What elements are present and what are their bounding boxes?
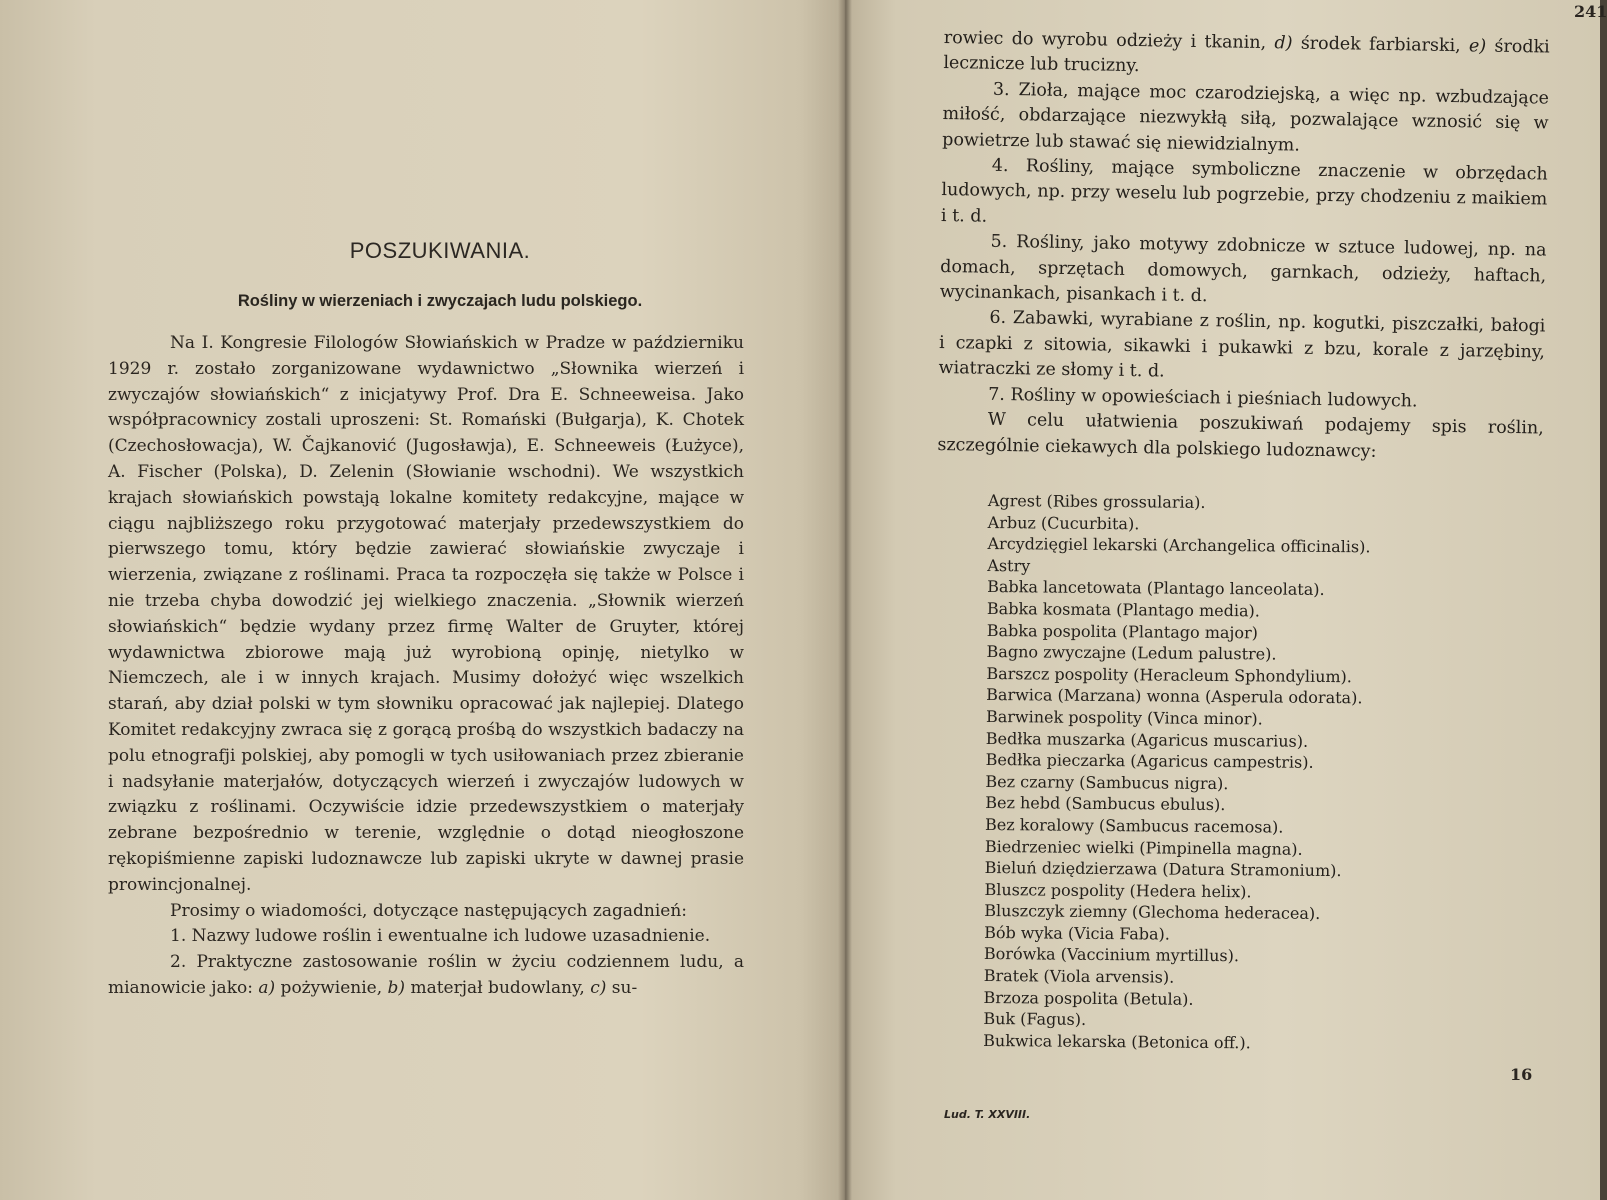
- cont-text-3: środki lecznicze lub trucizny.: [943, 36, 1550, 77]
- list-item: Bez hebd (Sambucus ebulus).: [985, 793, 1226, 815]
- item-5-paragraph: 5. Rośliny, jako motywy zdobnicze w sztuce ludowej, np. na domach, sprzętach domowych, garnkach, odzieży, haftach, wycinankach, pisankach i t. d.: [939, 232, 1547, 307]
- list-item: Barwinek pospolity (Vinca minor).: [985, 706, 1263, 729]
- item-1-paragraph: 1. Nazwy ludowe roślin i ewentualne ich ludowe uzasadnienie.: [170, 926, 711, 947]
- right-body-text: [937, 26, 1550, 467]
- list-item: Bez czarny (Sambucus nigra).: [985, 771, 1229, 793]
- item-4-paragraph: 4. Rośliny, mające symboliczne znaczenie w obrzędach ludowych, np. przy weselu lub pogrzebie, przy chodzeniu z maikiem i t. d.: [940, 155, 1548, 227]
- signature-number: 16: [1510, 1065, 1533, 1084]
- item-2-b-text: materjał budowlany,: [405, 977, 591, 998]
- list-item: Arbuz (Cucurbita).: [987, 512, 1140, 533]
- list-item: Barszcz pospolity (Heracleum Sphondylium).: [986, 663, 1353, 686]
- list-item: Bratek (Viola arvensis).: [983, 966, 1175, 987]
- item-2-paragraph: [108, 950, 744, 1002]
- cont-d-marker: d): [1274, 33, 1293, 54]
- item-2-a-marker: a): [258, 977, 276, 998]
- list-item: Buk (Fagus).: [983, 1009, 1087, 1030]
- list-item: Agrest (Ribes grossularia).: [987, 490, 1206, 512]
- list-item: Biedrzeniec wielki (Pimpinella magna).: [984, 836, 1303, 859]
- item-3-paragraph: 3. Zioła, mające moc czarodziejską, a więc np. wzbudzające miłość, obdarzające niezwykłą siłą, pozwalające wznosić się w powietrze lub stawać się niewidzialnym.: [942, 79, 1550, 156]
- item-2-text: 2. Praktyczne zastosowanie roślin w życiu codziennem ludu, a mianowicie jako:: [108, 952, 744, 998]
- list-item: Babka lancetowata (Plantago lanceolata).: [987, 577, 1325, 600]
- list-item: Bagno zwyczajne (Ledum palustre).: [986, 642, 1277, 664]
- item-2-c-text: su-: [606, 977, 638, 998]
- right-page: [852, 0, 1607, 1200]
- list-item: Babka kosmata (Plantago media).: [986, 598, 1260, 621]
- list-item: Bez koralowy (Sambucus racemosa).: [984, 814, 1284, 837]
- list-item: Bukwica lekarska (Betonica off.).: [983, 1030, 1251, 1053]
- list-item: Bluszczyk ziemny (Glechoma hederacea).: [984, 901, 1321, 924]
- cont-text-1: rowiec do wyrobu odzieży i tkanin,: [943, 27, 1275, 54]
- continuation-paragraph: [943, 26, 1550, 86]
- list-item: Bieluń dziędzierzawa (Datura Stramonium).: [984, 858, 1342, 881]
- list-item: Bedłka muszarka (Agaricus muscarius).: [985, 728, 1309, 751]
- request-paragraph: Prosimy o wiadomości, dotyczące następujących zagadnień:: [170, 900, 688, 921]
- list-item: Astry: [987, 555, 1031, 576]
- list-item: Bób wyka (Vicia Faba).: [984, 922, 1170, 944]
- list-item: Borówka (Vaccinium myrtillus).: [983, 944, 1240, 966]
- list-item: Bluszcz pospolity (Hedera helix).: [984, 879, 1252, 902]
- article-subtitle: Rośliny w wierzeniach i zwyczajach ludu polskiego.: [237, 292, 643, 310]
- item-2-a-text: pożywienie,: [275, 977, 388, 998]
- item-2-c-marker: c): [590, 977, 607, 998]
- list-intro-paragraph: W celu ułatwienia poszukiwań podajemy spis roślin, szczególnie ciekawych dla polskiego ludoznawcy:: [937, 409, 1544, 462]
- book-gutter: [838, 0, 852, 1200]
- page-number: 241: [1574, 2, 1607, 21]
- list-item: Bedłka pieczarka (Agaricus campestris).: [985, 750, 1314, 772]
- cont-e-marker: e): [1468, 36, 1487, 57]
- plant-list: [983, 490, 1548, 1056]
- list-item: Barwica (Marzana) wonna (Asperula odorata).: [986, 685, 1363, 708]
- left-body-text: [108, 331, 744, 1002]
- item-7-paragraph: 7. Rośliny w opowieściach i pieśniach ludowych.: [988, 384, 1418, 412]
- list-item: Arcydzięgiel lekarski (Archangelica officinalis).: [987, 534, 1371, 557]
- list-item: Babka pospolita (Plantago major): [986, 620, 1259, 642]
- intro-paragraph: Na I. Kongresie Filologów Słowiańskich w Pradze w październiku 1929 r. zostało zorganizowane wydawnictwo „Słownika wierzeń i zwyczajów słowiańskich“ z inicjatywy Prof. Dra E. Schneeweisa. Jako współpracownicy zostali uproszeni: St. Romański (Bułgarja), K. Chotek (Czechosłowacja), W. Čajkanović (Jugosławja), E. Schneeweis (Łużyce), A. Fischer (Polska), D. Zelenin (Słowianie wschodni). We wszystkich krajach słowiańskich powstają lokalne komitety redakcyjne, mające w ciągu najbliższego roku przygotować materjały przedewszystkiem do pierwszego tomu, który będzie zawierać słowiańskie zwyczaje i wierzenia, związane z roślinami. Praca ta rozpoczęła się także w Polsce i nie trzeba chyba dowodzić jej wielkiego znaczenia. „Słownik wierzeń słowiańskich“ będzie wydany przez firmę Walter de Gruyter, której wydawnictwa zbiorowe mają już wyrobioną opinję, nietylko w Niemczech, ale i w innych krajach. Musimy dołożyć więc wszelkich starań, aby dział polski w tym słowniku opracować jak najlepiej. Dlatego Komitet redakcyjny zwraca się z gorącą prośbą do wszystkich badaczy na polu etnografji polskiej, aby pomogli w tych usiłowaniach przez zbieranie i nadsyłanie materjałów, dotyczących wierzeń i zwyczajów ludowych w związku z roślinami. Oczywiście idzie przedewszystkiem o materjały zebrane bezpośrednio w terenie, względnie o dotąd nieogłoszone rękopiśmienne zapiski ludoznawcze lub zapiski ukryte w dawnej prasie prowincjonalnej.: [108, 333, 744, 895]
- cont-text-2: środek farbiarski,: [1292, 33, 1470, 57]
- volume-footer: Lud. T. XXVIII.: [944, 1108, 1031, 1121]
- item-2-b-marker: b): [387, 977, 406, 998]
- list-item: Brzoza pospolita (Betula).: [983, 987, 1194, 1009]
- item-6-paragraph: 6. Zabawki, wyrabiane z roślin, np. kogutki, piszczałki, bałogi i czapki z sitowia, sikawki i pukawki z bzu, korale z jarzębiny, wiatraczki ze słomy i t. d.: [938, 308, 1546, 382]
- page-title: POSZUKIWANIA.: [349, 238, 531, 263]
